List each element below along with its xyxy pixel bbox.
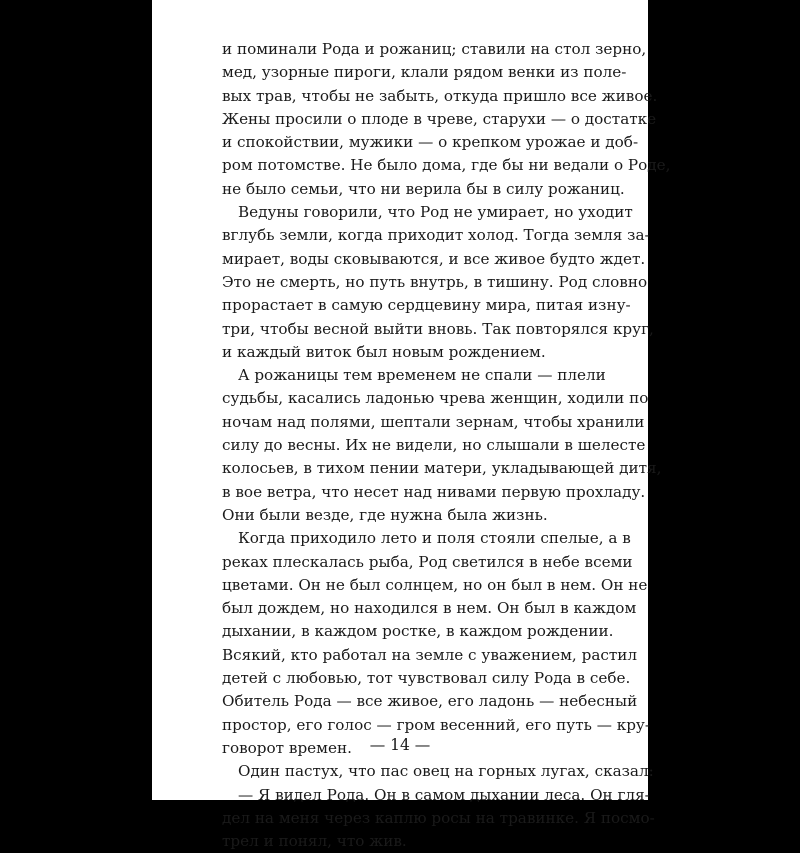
text-line: реках плескалась рыба, Род светился в небе всеми bbox=[222, 551, 579, 574]
text-line: мед, узорные пироги, клали рядом венки из поле- bbox=[222, 61, 579, 84]
paragraph bbox=[222, 527, 579, 760]
text-line: вых трав, чтобы не забыть, откуда пришло все живое. bbox=[222, 85, 579, 108]
text-line: ночам над полями, шептали зернам, чтобы хранили bbox=[222, 411, 579, 434]
text-line: — Я видел Рода. Он в самом дыхании леса. Он гля- bbox=[222, 784, 579, 807]
text-line: силу до весны. Их не видели, но слышали в шелесте bbox=[222, 434, 579, 457]
text-line: цветами. Он не был солнцем, но он был в нем. Он не bbox=[222, 574, 579, 597]
text-line: А рожаницы тем временем не спали — плели bbox=[222, 364, 579, 387]
text-line: был дождем, но находился в нем. Он был в каждом bbox=[222, 597, 579, 620]
text-line: говорот времен. bbox=[222, 737, 579, 760]
text-line: трел и понял, что жив. bbox=[222, 830, 579, 853]
text-line: детей с любовью, тот чувствовал силу Рода в себе. bbox=[222, 667, 579, 690]
paragraph bbox=[222, 201, 579, 364]
paragraph bbox=[222, 38, 579, 201]
text-line: Ведуны говорили, что Род не умирает, но уходит bbox=[222, 201, 579, 224]
text-line: вглубь земли, когда приходит холод. Тогда земля за- bbox=[222, 224, 579, 247]
text-line: судьбы, касались ладонью чрева женщин, ходили по bbox=[222, 387, 579, 410]
text-line: не было семьи, что ни верила бы в силу рожаниц. bbox=[222, 178, 579, 201]
text-line: ром потомстве. Не было дома, где бы ни ведали о Роде, bbox=[222, 154, 579, 177]
paragraph bbox=[222, 784, 579, 853]
text-line: мирает, воды сковываются, и все живое будто ждет. bbox=[222, 248, 579, 271]
text-line: дел на меня через каплю росы на травинке. Я посмо- bbox=[222, 807, 579, 830]
text-line: три, чтобы весной выйти вновь. Так повторялся круг, bbox=[222, 318, 579, 341]
book-page bbox=[152, 0, 648, 800]
paragraph bbox=[222, 364, 579, 527]
text-line: и спокойствии, мужики — о крепком урожае и доб- bbox=[222, 131, 579, 154]
text-line: Всякий, кто работал на земле с уважением, растил bbox=[222, 644, 579, 667]
text-line: прорастает в самую сердцевину мира, питая изну- bbox=[222, 294, 579, 317]
text-line: и каждый виток был новым рождением. bbox=[222, 341, 579, 364]
text-line: Жены просили о плоде в чреве, старухи — о достатке bbox=[222, 108, 579, 131]
text-line: и поминали Рода и рожаниц; ставили на стол зерно, bbox=[222, 38, 579, 61]
body-text bbox=[222, 38, 579, 853]
text-line: в вое ветра, что несет над нивами первую прохладу. bbox=[222, 481, 579, 504]
text-line: дыхании, в каждом ростке, в каждом рождении. bbox=[222, 620, 579, 643]
text-line: Когда приходило лето и поля стояли спелые, а в bbox=[222, 527, 579, 550]
text-line: колосьев, в тихом пении матери, укладывающей дитя, bbox=[222, 457, 579, 480]
text-line: Они были везде, где нужна была жизнь. bbox=[222, 504, 579, 527]
text-line: Это не смерть, но путь внутрь, в тишину. Род словно bbox=[222, 271, 579, 294]
page-number: — 14 — bbox=[152, 736, 648, 754]
text-line: Один пастух, что пас овец на горных лугах, сказал: bbox=[222, 760, 579, 783]
text-line: простор, его голос — гром весенний, его путь — кру- bbox=[222, 714, 579, 737]
paragraph bbox=[222, 760, 579, 783]
text-line: Обитель Рода — все живое, его ладонь — небесный bbox=[222, 690, 579, 713]
